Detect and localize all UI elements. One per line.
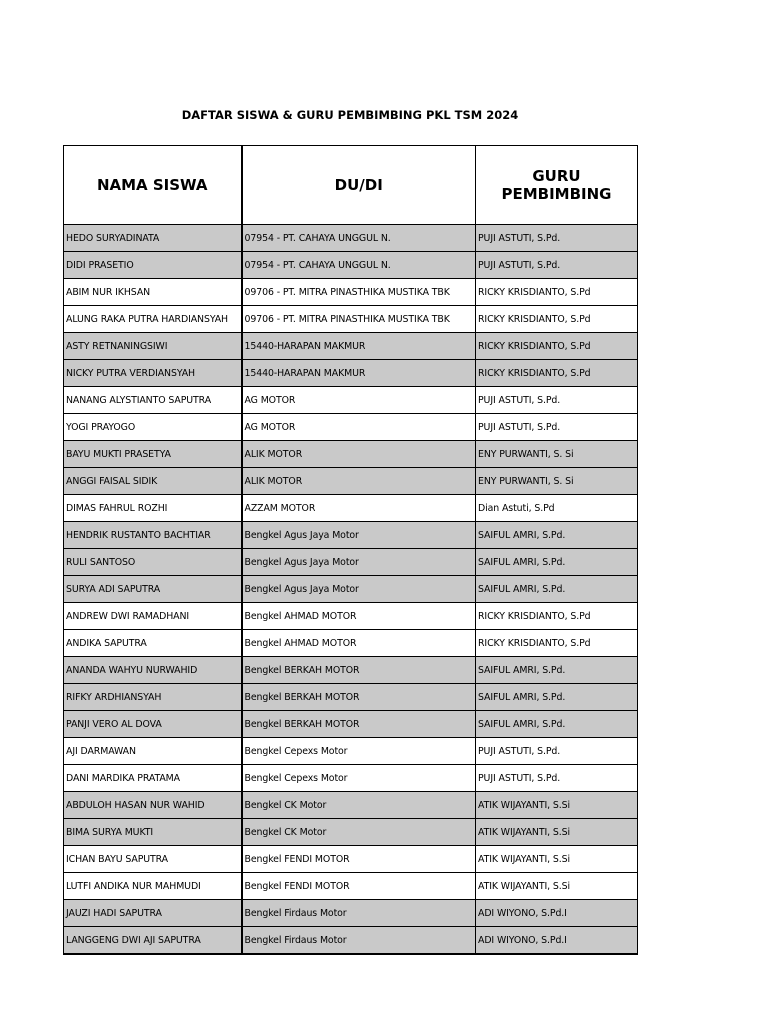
table-row [64,441,638,468]
cell-guru-pembimbing: SAIFUL AMRI, S.Pd. [476,549,638,576]
table-row [64,225,638,252]
cell-du-di: Bengkel BERKAH MOTOR [242,711,476,738]
cell-guru-pembimbing: RICKY KRISDIANTO, S.Pd [476,306,638,333]
cell-guru-pembimbing: ADI WIYONO, S.Pd.I [476,900,638,927]
cell-du-di: 15440-HARAPAN MAKMUR [242,333,476,360]
cell-du-di: Bengkel BERKAH MOTOR [242,657,476,684]
cell-du-di: Bengkel CK Motor [242,792,476,819]
cell-nama-siswa: DANI MARDIKA PRATAMA [64,765,242,792]
cell-nama-siswa: ALUNG RAKA PUTRA HARDIANSYAH [64,306,242,333]
table-row [64,603,638,630]
cell-nama-siswa: LANGGENG DWI AJI SAPUTRA [64,927,242,955]
cell-guru-pembimbing: SAIFUL AMRI, S.Pd. [476,684,638,711]
cell-du-di: ALIK MOTOR [242,441,476,468]
cell-guru-pembimbing: SAIFUL AMRI, S.Pd. [476,657,638,684]
cell-du-di: Bengkel Agus Jaya Motor [242,576,476,603]
table-row [64,522,638,549]
table-row [64,333,638,360]
table-row [64,252,638,279]
cell-nama-siswa: AJI DARMAWAN [64,738,242,765]
cell-nama-siswa: DIDI PRASETIO [64,252,242,279]
cell-du-di: Bengkel Firdaus Motor [242,900,476,927]
cell-nama-siswa: ICHAN BAYU SAPUTRA [64,846,242,873]
cell-du-di: AG MOTOR [242,387,476,414]
cell-du-di: Bengkel Agus Jaya Motor [242,522,476,549]
cell-guru-pembimbing: PUJI ASTUTI, S.Pd. [476,387,638,414]
table-row [64,306,638,333]
cell-guru-pembimbing: PUJI ASTUTI, S.Pd. [476,414,638,441]
cell-nama-siswa: NICKY PUTRA VERDIANSYAH [64,360,242,387]
cell-guru-pembimbing: ATIK WIJAYANTI, S.Si [476,873,638,900]
cell-nama-siswa: YOGI PRAYOGO [64,414,242,441]
student-mentor-table [63,145,638,955]
cell-nama-siswa: ABIM NUR IKHSAN [64,279,242,306]
table-row [64,360,638,387]
cell-nama-siswa: BAYU MUKTI PRASETYA [64,441,242,468]
cell-nama-siswa: ANDREW DWI RAMADHANI [64,603,242,630]
header-du-di: DU/DI [242,146,476,225]
document-title: DAFTAR SISWA & GURU PEMBIMBING PKL TSM 2024 [181,108,519,122]
cell-du-di: Bengkel Cepexs Motor [242,765,476,792]
cell-du-di: 15440-HARAPAN MAKMUR [242,360,476,387]
cell-guru-pembimbing: SAIFUL AMRI, S.Pd. [476,711,638,738]
header-guru-pembimbing: GURU PEMBIMBING [476,146,638,225]
table-row [64,711,638,738]
cell-du-di: Bengkel AHMAD MOTOR [242,603,476,630]
table-row [64,549,638,576]
cell-du-di: AZZAM MOTOR [242,495,476,522]
cell-nama-siswa: LUTFI ANDIKA NUR MAHMUDI [64,873,242,900]
cell-du-di: Bengkel FENDI MOTOR [242,846,476,873]
cell-guru-pembimbing: PUJI ASTUTI, S.Pd. [476,225,638,252]
cell-du-di: Bengkel BERKAH MOTOR [242,684,476,711]
cell-du-di: Bengkel CK Motor [242,819,476,846]
cell-guru-pembimbing: ATIK WIJAYANTI, S.Si [476,792,638,819]
table-row [64,846,638,873]
cell-guru-pembimbing: SAIFUL AMRI, S.Pd. [476,576,638,603]
cell-du-di: AG MOTOR [242,414,476,441]
cell-nama-siswa: BIMA SURYA MUKTI [64,819,242,846]
cell-du-di: Bengkel Firdaus Motor [242,927,476,955]
cell-du-di: Bengkel Agus Jaya Motor [242,549,476,576]
table-row [64,630,638,657]
cell-guru-pembimbing: ADI WIYONO, S.Pd.I [476,927,638,955]
cell-guru-pembimbing: PUJI ASTUTI, S.Pd. [476,252,638,279]
cell-nama-siswa: RIFKY ARDHIANSYAH [64,684,242,711]
cell-guru-pembimbing: ENY PURWANTI, S. Si [476,441,638,468]
table-row [64,279,638,306]
cell-du-di: 09706 - PT. MITRA PINASTHIKA MUSTIKA TBK [242,279,476,306]
cell-du-di: ALIK MOTOR [242,468,476,495]
table-row [64,657,638,684]
cell-guru-pembimbing: ATIK WIJAYANTI, S.Si [476,846,638,873]
cell-nama-siswa: ANGGI FAISAL SIDIK [64,468,242,495]
table-row [64,495,638,522]
table-row [64,576,638,603]
cell-du-di: 07954 - PT. CAHAYA UNGGUL N. [242,252,476,279]
cell-guru-pembimbing: PUJI ASTUTI, S.Pd. [476,738,638,765]
cell-nama-siswa: DIMAS FAHRUL ROZHI [64,495,242,522]
table-row [64,387,638,414]
cell-guru-pembimbing: RICKY KRISDIANTO, S.Pd [476,360,638,387]
cell-du-di: 09706 - PT. MITRA PINASTHIKA MUSTIKA TBK [242,306,476,333]
cell-guru-pembimbing: RICKY KRISDIANTO, S.Pd [476,279,638,306]
table-row [64,927,638,955]
table-header-row [64,146,638,225]
cell-guru-pembimbing: RICKY KRISDIANTO, S.Pd [476,603,638,630]
cell-du-di: 07954 - PT. CAHAYA UNGGUL N. [242,225,476,252]
cell-nama-siswa: JAUZI HADI SAPUTRA [64,900,242,927]
cell-guru-pembimbing: RICKY KRISDIANTO, S.Pd [476,333,638,360]
cell-nama-siswa: ANDIKA SAPUTRA [64,630,242,657]
cell-guru-pembimbing: PUJI ASTUTI, S.Pd. [476,765,638,792]
cell-nama-siswa: HEDO SURYADINATA [64,225,242,252]
table-row [64,684,638,711]
table-row [64,873,638,900]
table-row [64,738,638,765]
cell-nama-siswa: SURYA ADI SAPUTRA [64,576,242,603]
cell-nama-siswa: PANJI VERO AL DOVA [64,711,242,738]
header-nama-siswa: NAMA SISWA [64,146,242,225]
cell-guru-pembimbing: Dian Astuti, S.Pd [476,495,638,522]
table-row [64,819,638,846]
cell-guru-pembimbing: ENY PURWANTI, S. Si [476,468,638,495]
cell-nama-siswa: RULI SANTOSO [64,549,242,576]
table-row [64,765,638,792]
cell-nama-siswa: ANANDA WAHYU NURWAHID [64,657,242,684]
table-row [64,900,638,927]
cell-du-di: Bengkel Cepexs Motor [242,738,476,765]
table-row [64,792,638,819]
cell-nama-siswa: ASTY RETNANINGSIWI [64,333,242,360]
cell-du-di: Bengkel FENDI MOTOR [242,873,476,900]
table-row [64,414,638,441]
table-row [64,468,638,495]
cell-nama-siswa: ABDULOH HASAN NUR WAHID [64,792,242,819]
cell-guru-pembimbing: RICKY KRISDIANTO, S.Pd [476,630,638,657]
cell-guru-pembimbing: ATIK WIJAYANTI, S.Si [476,819,638,846]
cell-nama-siswa: NANANG ALYSTIANTO SAPUTRA [64,387,242,414]
cell-guru-pembimbing: SAIFUL AMRI, S.Pd. [476,522,638,549]
cell-nama-siswa: HENDRIK RUSTANTO BACHTIAR [64,522,242,549]
cell-du-di: Bengkel AHMAD MOTOR [242,630,476,657]
